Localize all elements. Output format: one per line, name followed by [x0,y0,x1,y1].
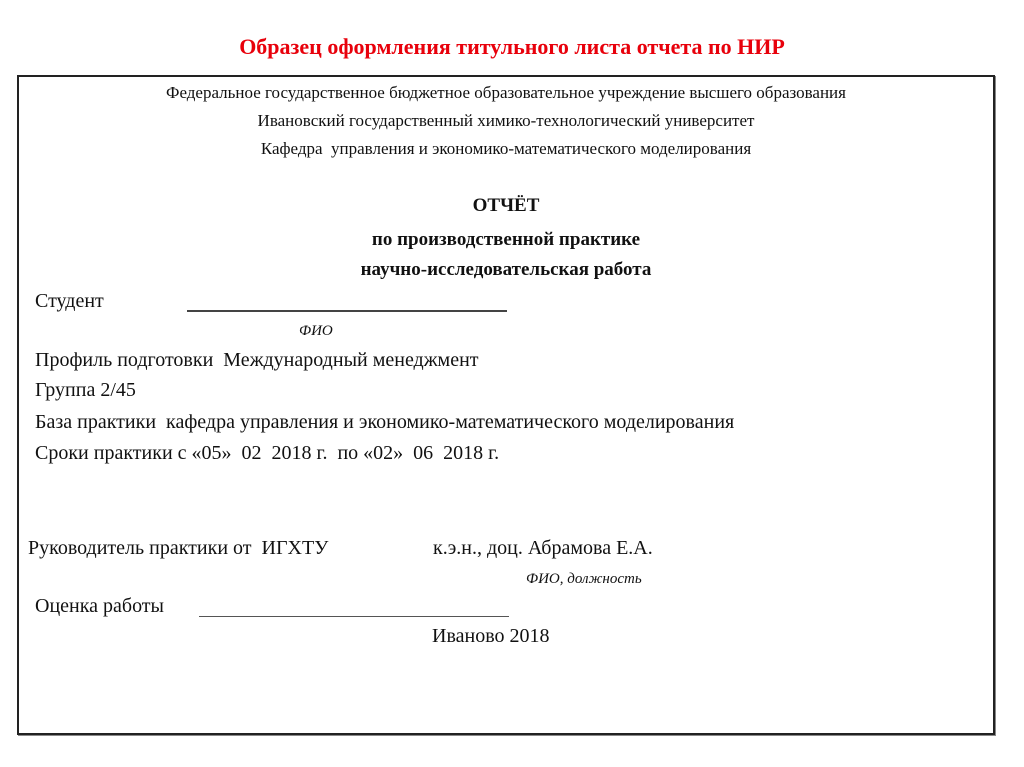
organization-university: Ивановский государственный химико-технологический университет [257,111,755,130]
supervisor-label: Руководитель практики от ИГХТУ [28,537,329,559]
practice-period-line: Сроки практики с «05» 02 2018 г. по «02» 06 2018 г. [35,442,500,464]
organization-line-1: Федеральное государственное бюджетное образовательное учреждение высшего образования [166,83,846,102]
supervisor-value: к.э.н., доц. Абрамова Е.А. [433,537,653,559]
report-heading: ОТЧЁТ [472,195,540,216]
supervisor-caption: ФИО, должность [526,571,642,587]
grade-line [199,616,509,617]
student-label: Студент [35,290,104,312]
group-line: Группа 2/45 [35,379,136,401]
slide-title: Образец оформления титульного листа отчета по НИР [239,34,785,59]
student-caption: ФИО [299,323,333,339]
report-subtitle-type: научно-исследовательская работа [360,259,652,280]
organization-department: Кафедра управления и экономико-математического моделирования [260,139,752,158]
profile-line: Профиль подготовки Международный менеджмент [35,349,479,371]
report-subtitle-practice: по производственной практике [371,229,641,250]
practice-base-line: База практики кафедра управления и экономико-математического моделирования [35,411,735,433]
title-page-frame [17,75,995,735]
grade-label: Оценка работы [35,595,164,617]
student-name-line [187,310,507,312]
city-year: Иваново 2018 [432,625,550,647]
